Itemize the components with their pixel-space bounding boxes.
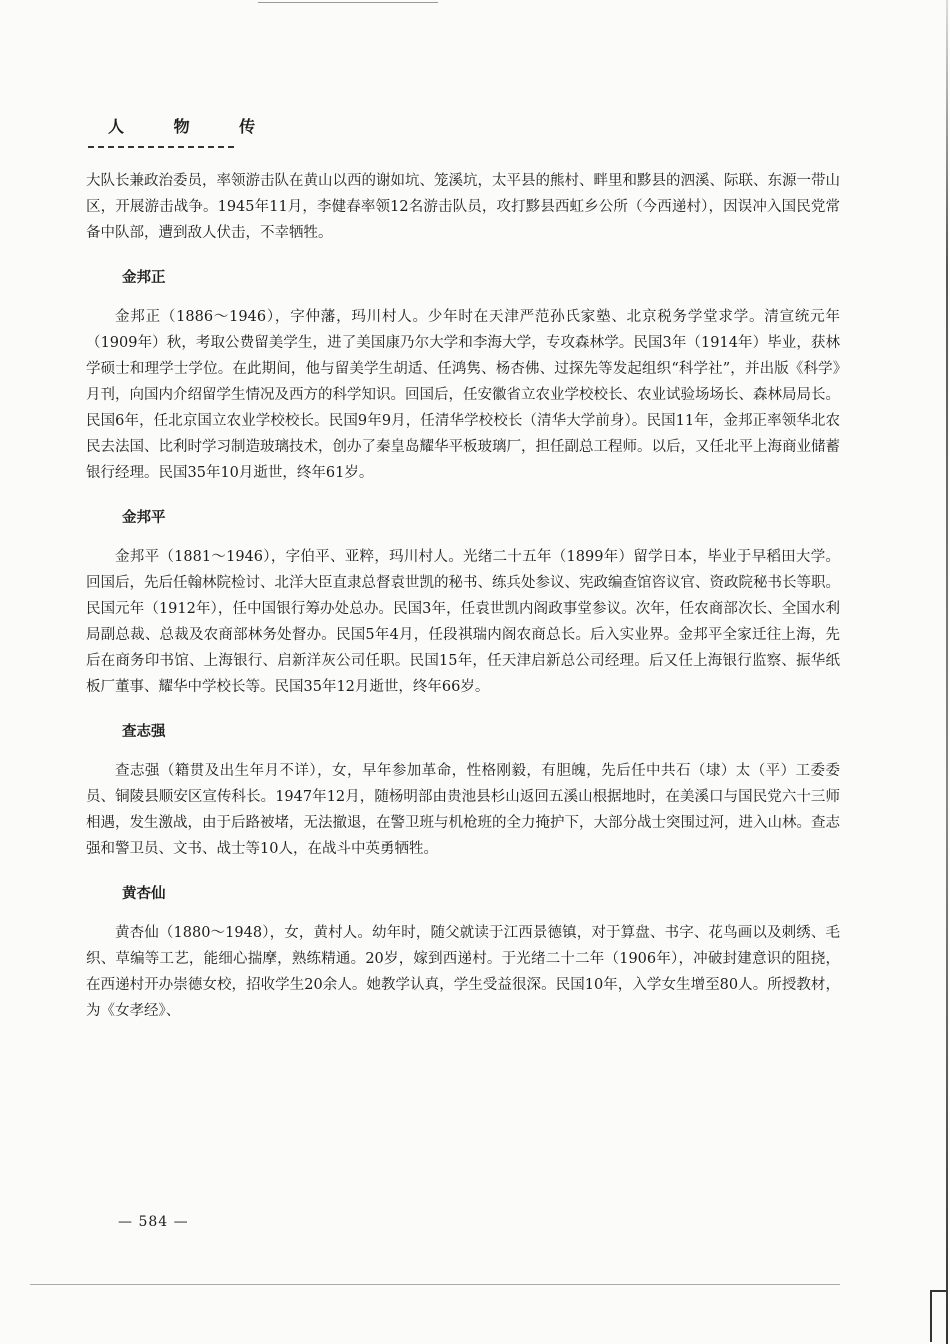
page-number: — 584 — [118, 1214, 189, 1230]
biography-entry [86, 268, 840, 486]
lead-paragraph: 大队长兼政治委员，率领游击队在黄山以西的谢如坑、笼溪坑，太平县的熊村、畔里和黟县的泗溪、际联、东源一带山区，开展游击战争。1945年11月，李健春率领12名游击队员，攻打黟县西虹乡公所（今西递村），因误冲入国民党常备中队部，遭到敌人伏击，不幸牺牲。 [86, 173, 840, 241]
page-content [86, 168, 840, 1024]
entry-name: 黄杏仙 [122, 886, 166, 902]
bottom-edge-line [30, 1284, 840, 1285]
entry-body: 金邦正（1886～1946），字仲藩，玛川村人。少年时在天津严范孙氏家塾、北京税务学堂求学。清宣统元年（1909年）秋，考取公费留美学生，进了美国康乃尔大学和李海大学，专攻森林学。民国3年（1914年）毕业，获林学硕士和理学士学位。在此期间，他与留美学生胡适、任鸿隽、杨杏佛、过探先等发起组织“科学社”，并出版《科学》月刊，向国内介绍留学生情况及西方的科学知识。回国后，任安徽省立农业学校校长、农业试验场场长、森林局局长。民国6年，任北京国立农业学校校长。民国9年9月，任清华学校校长（清华大学前身）。民国11年，金邦正率领华北农民去法国、比利时学习制造玻璃技术，创办了秦皇岛耀华平板玻璃厂，担任副总工程师。以后，又任北平上海商业储蓄银行经理。民国35年10月逝世，终年61岁。 [86, 309, 840, 481]
biography-entry [86, 884, 840, 1024]
scan-edge-mark [946, 0, 948, 1344]
top-edge-line [258, 2, 438, 3]
scan-corner-mark [930, 1290, 946, 1342]
header-rule [88, 146, 234, 148]
entry-body: 黄杏仙（1880～1948），女，黄村人。幼年时，随父就读于江西景德镇，对于算盘、书字、花鸟画以及刺绣、毛织、草编等工艺，能细心揣摩，熟练精通。20岁，嫁到西递村。于光绪二十二年（1906年），冲破封建意识的阻挠，在西递村开办崇德女校，招收学生20余人。她教学认真，学生受益很深。民国10年，入学女生增至80人。所授教材，为《女孝经》、 [86, 925, 840, 1019]
biography-entry [86, 722, 840, 862]
entry-name: 金邦正 [122, 270, 166, 286]
entry-name: 查志强 [122, 724, 166, 740]
entry-body: 金邦平（1881～1946），字伯平、亚粹，玛川村人。光绪二十五年（1899年）留学日本，毕业于早稻田大学。回国后，先后任翰林院检讨、北洋大臣直隶总督袁世凯的秘书、练兵处参议、宪政编查馆咨议官、资政院秘书长等职。民国元年（1912年），任中国银行筹办处总办。民国3年，任袁世凯内阁政事堂参议。次年，任农商部次长、全国水利局副总裁、总裁及农商部林务处督办。民国5年4月，任段祺瑞内阁农商总长。后入实业界。金邦平全家迁往上海，先后在商务印书馆、上海银行、启新洋灰公司任职。民国15年，任天津启新总公司经理。后又任上海银行监察、振华纸板厂董事、耀华中学校长等。民国35年12月逝世，终年66岁。 [86, 549, 840, 695]
biography-entry [86, 508, 840, 700]
page-header-title: 人 物 传 [108, 117, 278, 136]
entry-name: 金邦平 [122, 510, 166, 526]
entry-body: 查志强（籍贯及出生年月不详），女，早年参加革命，性格刚毅，有胆魄，先后任中共石（埭）太（平）工委委员、铜陵县顺安区宣传科长。1947年12月，随杨明部由贵池县杉山返回五溪山根据地时，在美溪口与国民党六十三师相遇，发生激战，由于后路被堵，无法撤退，在警卫班与机枪班的全力掩护下，大部分战士突围过河，进入山林。查志强和警卫员、文书、战士等10人，在战斗中英勇牺牲。 [86, 763, 840, 857]
